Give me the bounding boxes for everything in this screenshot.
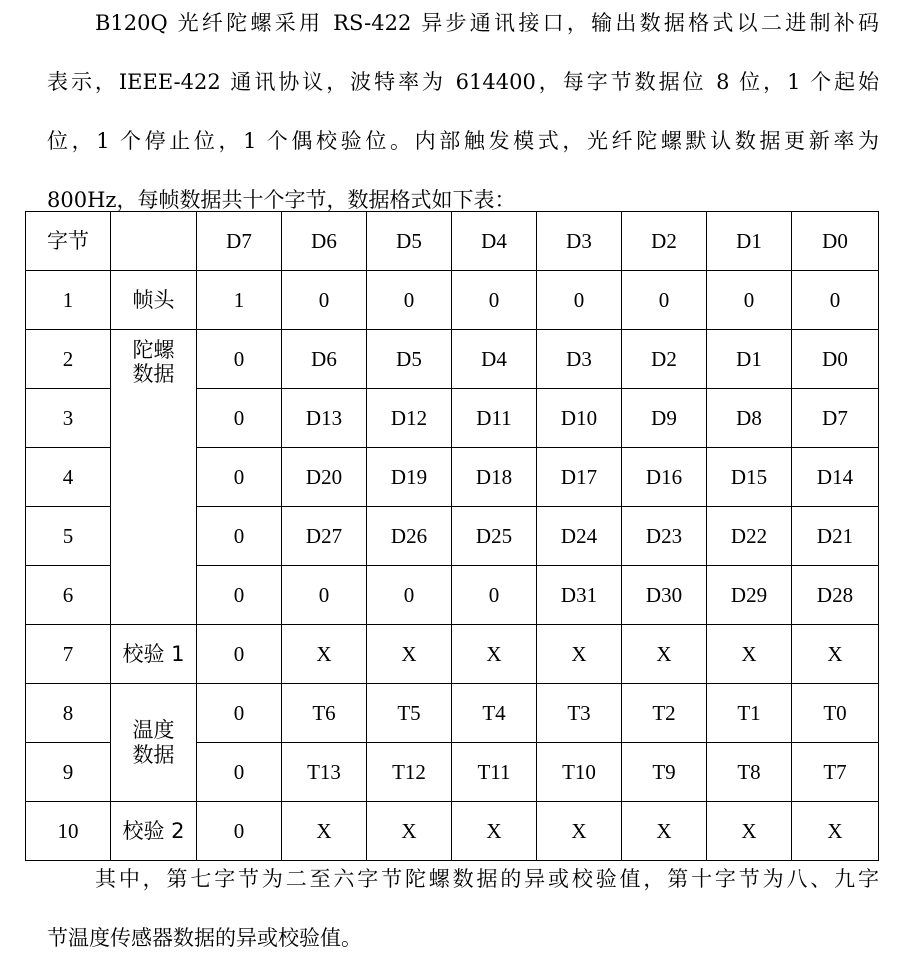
byte-number: 8	[26, 684, 111, 743]
bit-cell: 0	[792, 271, 879, 330]
bit-cell: D19	[367, 448, 452, 507]
header-bit: D4	[452, 212, 537, 271]
bit-cell: D10	[537, 389, 622, 448]
outro-paragraph	[47, 850, 879, 968]
bit-cell: D16	[622, 448, 707, 507]
bit-cell: X	[282, 625, 367, 684]
bit-cell: D7	[792, 389, 879, 448]
bit-cell: 0	[197, 448, 282, 507]
bit-cell: D22	[707, 507, 792, 566]
bit-cell: D26	[367, 507, 452, 566]
bit-cell: X	[622, 802, 707, 861]
bit-cell: X	[707, 625, 792, 684]
bit-cell: 0	[197, 625, 282, 684]
header-bit: D6	[282, 212, 367, 271]
bit-cell: 1	[197, 271, 282, 330]
bit-cell: D1	[707, 330, 792, 389]
bit-cell: X	[452, 802, 537, 861]
byte-number: 6	[26, 566, 111, 625]
group-temp-data	[111, 684, 197, 802]
byte-number: 10	[26, 802, 111, 861]
bit-cell: D17	[537, 448, 622, 507]
bit-cell: D20	[282, 448, 367, 507]
bit-cell: X	[792, 802, 879, 861]
intro-line-4: 800Hz，每帧数据共十个字节，数据格式如下表：	[47, 188, 516, 212]
bit-cell: X	[537, 802, 622, 861]
bit-cell: T0	[792, 684, 879, 743]
byte-number: 3	[26, 389, 111, 448]
bit-cell: D28	[792, 566, 879, 625]
bit-cell: T4	[452, 684, 537, 743]
bit-cell: T2	[622, 684, 707, 743]
bit-cell: T5	[367, 684, 452, 743]
bit-cell: D13	[282, 389, 367, 448]
header-bit: D2	[622, 212, 707, 271]
bit-cell: D11	[452, 389, 537, 448]
table-row	[26, 684, 879, 743]
byte-number: 1	[26, 271, 111, 330]
bit-cell: 0	[197, 507, 282, 566]
bit-cell: D30	[622, 566, 707, 625]
bit-cell: D24	[537, 507, 622, 566]
bit-cell: 0	[707, 271, 792, 330]
bit-cell: D0	[792, 330, 879, 389]
byte-number: 7	[26, 625, 111, 684]
bit-cell: D5	[367, 330, 452, 389]
bit-cell: D15	[707, 448, 792, 507]
header-bit: D5	[367, 212, 452, 271]
bit-cell: D8	[707, 389, 792, 448]
header-field	[111, 212, 197, 271]
bit-cell: T13	[282, 743, 367, 802]
bit-cell: D23	[622, 507, 707, 566]
group-gyro-data-line2: 数据	[132, 362, 175, 387]
bit-cell: D6	[282, 330, 367, 389]
bit-cell: T7	[792, 743, 879, 802]
byte-number: 4	[26, 448, 111, 507]
bit-cell: D14	[792, 448, 879, 507]
bit-cell: 0	[367, 271, 452, 330]
bit-cell: T11	[452, 743, 537, 802]
header-bit: D0	[792, 212, 879, 271]
table-row	[26, 271, 879, 330]
group-check2: 校验 2	[111, 802, 197, 861]
bit-cell: X	[707, 802, 792, 861]
group-temp-data-line1: 温度	[132, 718, 175, 743]
header-bit: D7	[197, 212, 282, 271]
bit-cell: 0	[622, 271, 707, 330]
bit-cell: T9	[622, 743, 707, 802]
bit-cell: 0	[367, 566, 452, 625]
bit-cell: D12	[367, 389, 452, 448]
byte-number: 5	[26, 507, 111, 566]
bit-cell: 0	[452, 566, 537, 625]
bit-cell: T3	[537, 684, 622, 743]
bit-cell: X	[282, 802, 367, 861]
bit-cell: X	[537, 625, 622, 684]
byte-number: 9	[26, 743, 111, 802]
bit-cell: D9	[622, 389, 707, 448]
bit-cell: X	[367, 802, 452, 861]
bit-cell: 0	[282, 566, 367, 625]
group-temp-data-line2: 数据	[132, 742, 175, 767]
bit-cell: X	[367, 625, 452, 684]
intro-line-1: B120Q 光纤陀螺采用 RS-422 异步通讯接口，输出数据格式以二进制补码	[95, 11, 879, 35]
group-check1: 校验 1	[111, 625, 197, 684]
bit-cell: T6	[282, 684, 367, 743]
header-bit: D1	[707, 212, 792, 271]
outro-line-2: 节温度传感器数据的异或校验值。	[47, 926, 362, 950]
bit-cell: X	[622, 625, 707, 684]
group-gyro-data	[111, 330, 197, 625]
intro-paragraph	[47, 0, 879, 230]
bit-cell: 0	[197, 684, 282, 743]
intro-line-3: 位，1 个停止位，1 个偶校验位。内部触发模式，光纤陀螺默认数据更新率为	[47, 129, 879, 153]
bit-cell: D18	[452, 448, 537, 507]
bit-cell: D31	[537, 566, 622, 625]
bit-cell: 0	[197, 330, 282, 389]
bit-cell: T1	[707, 684, 792, 743]
table-row	[26, 625, 879, 684]
bit-cell: 0	[197, 802, 282, 861]
bit-cell: 0	[537, 271, 622, 330]
bit-cell: D21	[792, 507, 879, 566]
bit-cell: D25	[452, 507, 537, 566]
bit-cell: D27	[282, 507, 367, 566]
header-bit: D3	[537, 212, 622, 271]
bit-cell: X	[452, 625, 537, 684]
bit-cell: 0	[197, 743, 282, 802]
bit-cell: T12	[367, 743, 452, 802]
bit-cell: D2	[622, 330, 707, 389]
outro-line-1: 其中，第七字节为二至六字节陀螺数据的异或校验值，第十字节为八、九字	[95, 867, 879, 891]
intro-line-2: 表示，IEEE-422 通讯协议，波特率为 614400，每字节数据位 8 位，1 个起始	[47, 70, 879, 94]
data-format-table	[25, 211, 879, 861]
bit-cell: T10	[537, 743, 622, 802]
group-frame-head: 帧头	[111, 271, 197, 330]
bit-cell: 0	[197, 389, 282, 448]
table-row	[26, 330, 879, 389]
bit-cell: 0	[282, 271, 367, 330]
header-byte: 字节	[26, 212, 111, 271]
group-gyro-data-line1: 陀螺	[132, 338, 175, 362]
byte-number: 2	[26, 330, 111, 389]
bit-cell: 0	[197, 566, 282, 625]
bit-cell: D4	[452, 330, 537, 389]
bit-cell: 0	[452, 271, 537, 330]
bit-cell: T8	[707, 743, 792, 802]
table-header-row	[26, 212, 879, 271]
bit-cell: D29	[707, 566, 792, 625]
bit-cell: X	[792, 625, 879, 684]
bit-cell: D3	[537, 330, 622, 389]
